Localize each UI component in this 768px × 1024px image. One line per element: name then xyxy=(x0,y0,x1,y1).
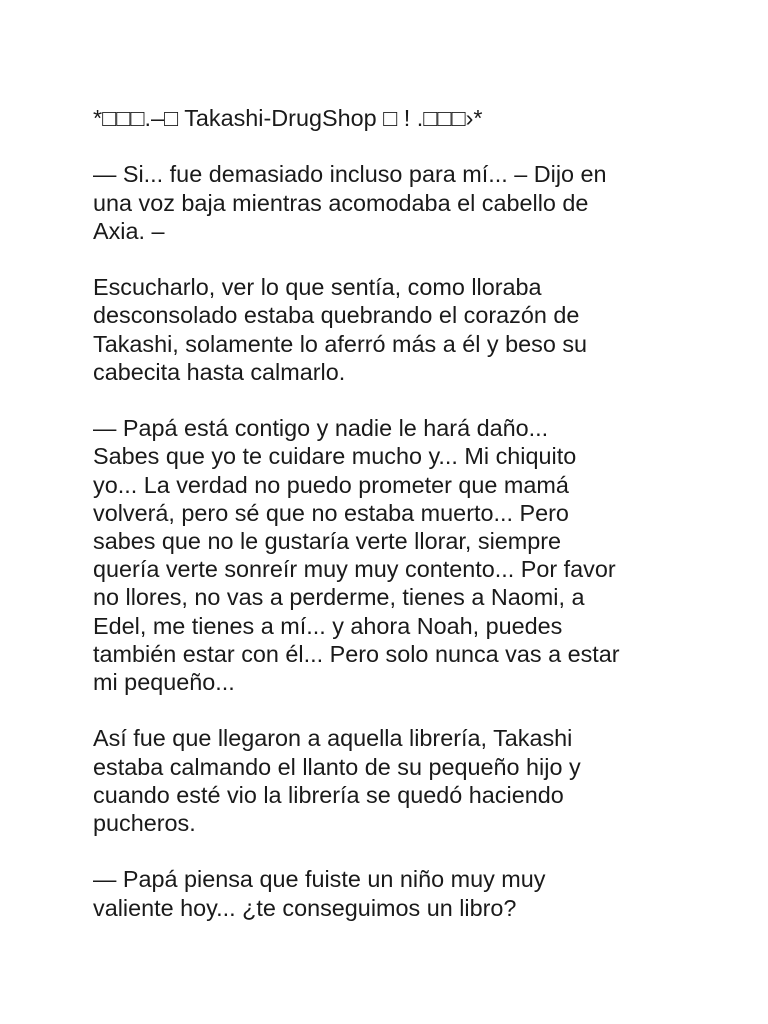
text-line: — Si... fue demasiado incluso para mí... – Dijo en xyxy=(93,161,607,188)
text-line: quería verte sonreír muy muy contento... Por favor xyxy=(93,556,616,583)
paragraph-3 xyxy=(93,414,693,696)
paragraph-1 xyxy=(93,160,693,245)
text-line: pucheros. xyxy=(93,810,196,837)
text-line: — Papá está contigo y nadie le hará daño... xyxy=(93,415,549,442)
text-line: yo... La verdad no puedo prometer que mamá xyxy=(93,471,569,498)
text-line: también estar con él... Pero solo nunca vas a estar xyxy=(93,640,620,667)
paragraph-2 xyxy=(93,273,693,386)
text-line: una voz baja mientras acomodaba el cabello de xyxy=(93,189,589,216)
text-line: cuando esté vio la librería se quedó haciendo xyxy=(93,781,564,808)
text-line: desconsolado estaba quebrando el corazón de xyxy=(93,302,580,329)
text-line: — Papá piensa que fuiste un niño muy muy xyxy=(93,866,546,893)
text-line: cabecita hasta calmarlo. xyxy=(93,358,346,385)
paragraph-5 xyxy=(93,865,693,921)
text-line: sabes que no le gustaría verte llorar, siempre xyxy=(93,528,562,554)
text-line: Así fue que llegaron a aquella librería, Takashi xyxy=(93,725,573,752)
text-line: Takashi, solamente lo aferró más a él y beso su xyxy=(93,330,588,357)
paragraph-4 xyxy=(93,724,693,837)
text-line: Escucharlo, ver lo que sentía, como lloraba xyxy=(93,274,542,301)
document-header xyxy=(93,104,693,132)
text-line: Axia. – xyxy=(93,217,165,244)
document-page xyxy=(93,104,693,950)
text-line: no llores, no vas a perderme, tienes a Naomi, a xyxy=(93,584,585,611)
text-line: Edel, me tienes a mí... y ahora Noah, puedes xyxy=(93,612,563,639)
text-line: valiente hoy... ¿te conseguimos un libro? xyxy=(93,894,517,921)
text-line: mi pequeño... xyxy=(93,669,235,696)
text-line: volverá, pero sé que no estaba muerto... Pero xyxy=(93,499,569,526)
text-line: estaba calmando el llanto de su pequeño hijo y xyxy=(93,753,581,780)
text-line: Sabes que yo te cuidare mucho y... Mi chiquito xyxy=(93,443,577,470)
header-line: *□□□.–□ Takashi-DrugShop □ ! .□□□›* xyxy=(93,105,483,131)
